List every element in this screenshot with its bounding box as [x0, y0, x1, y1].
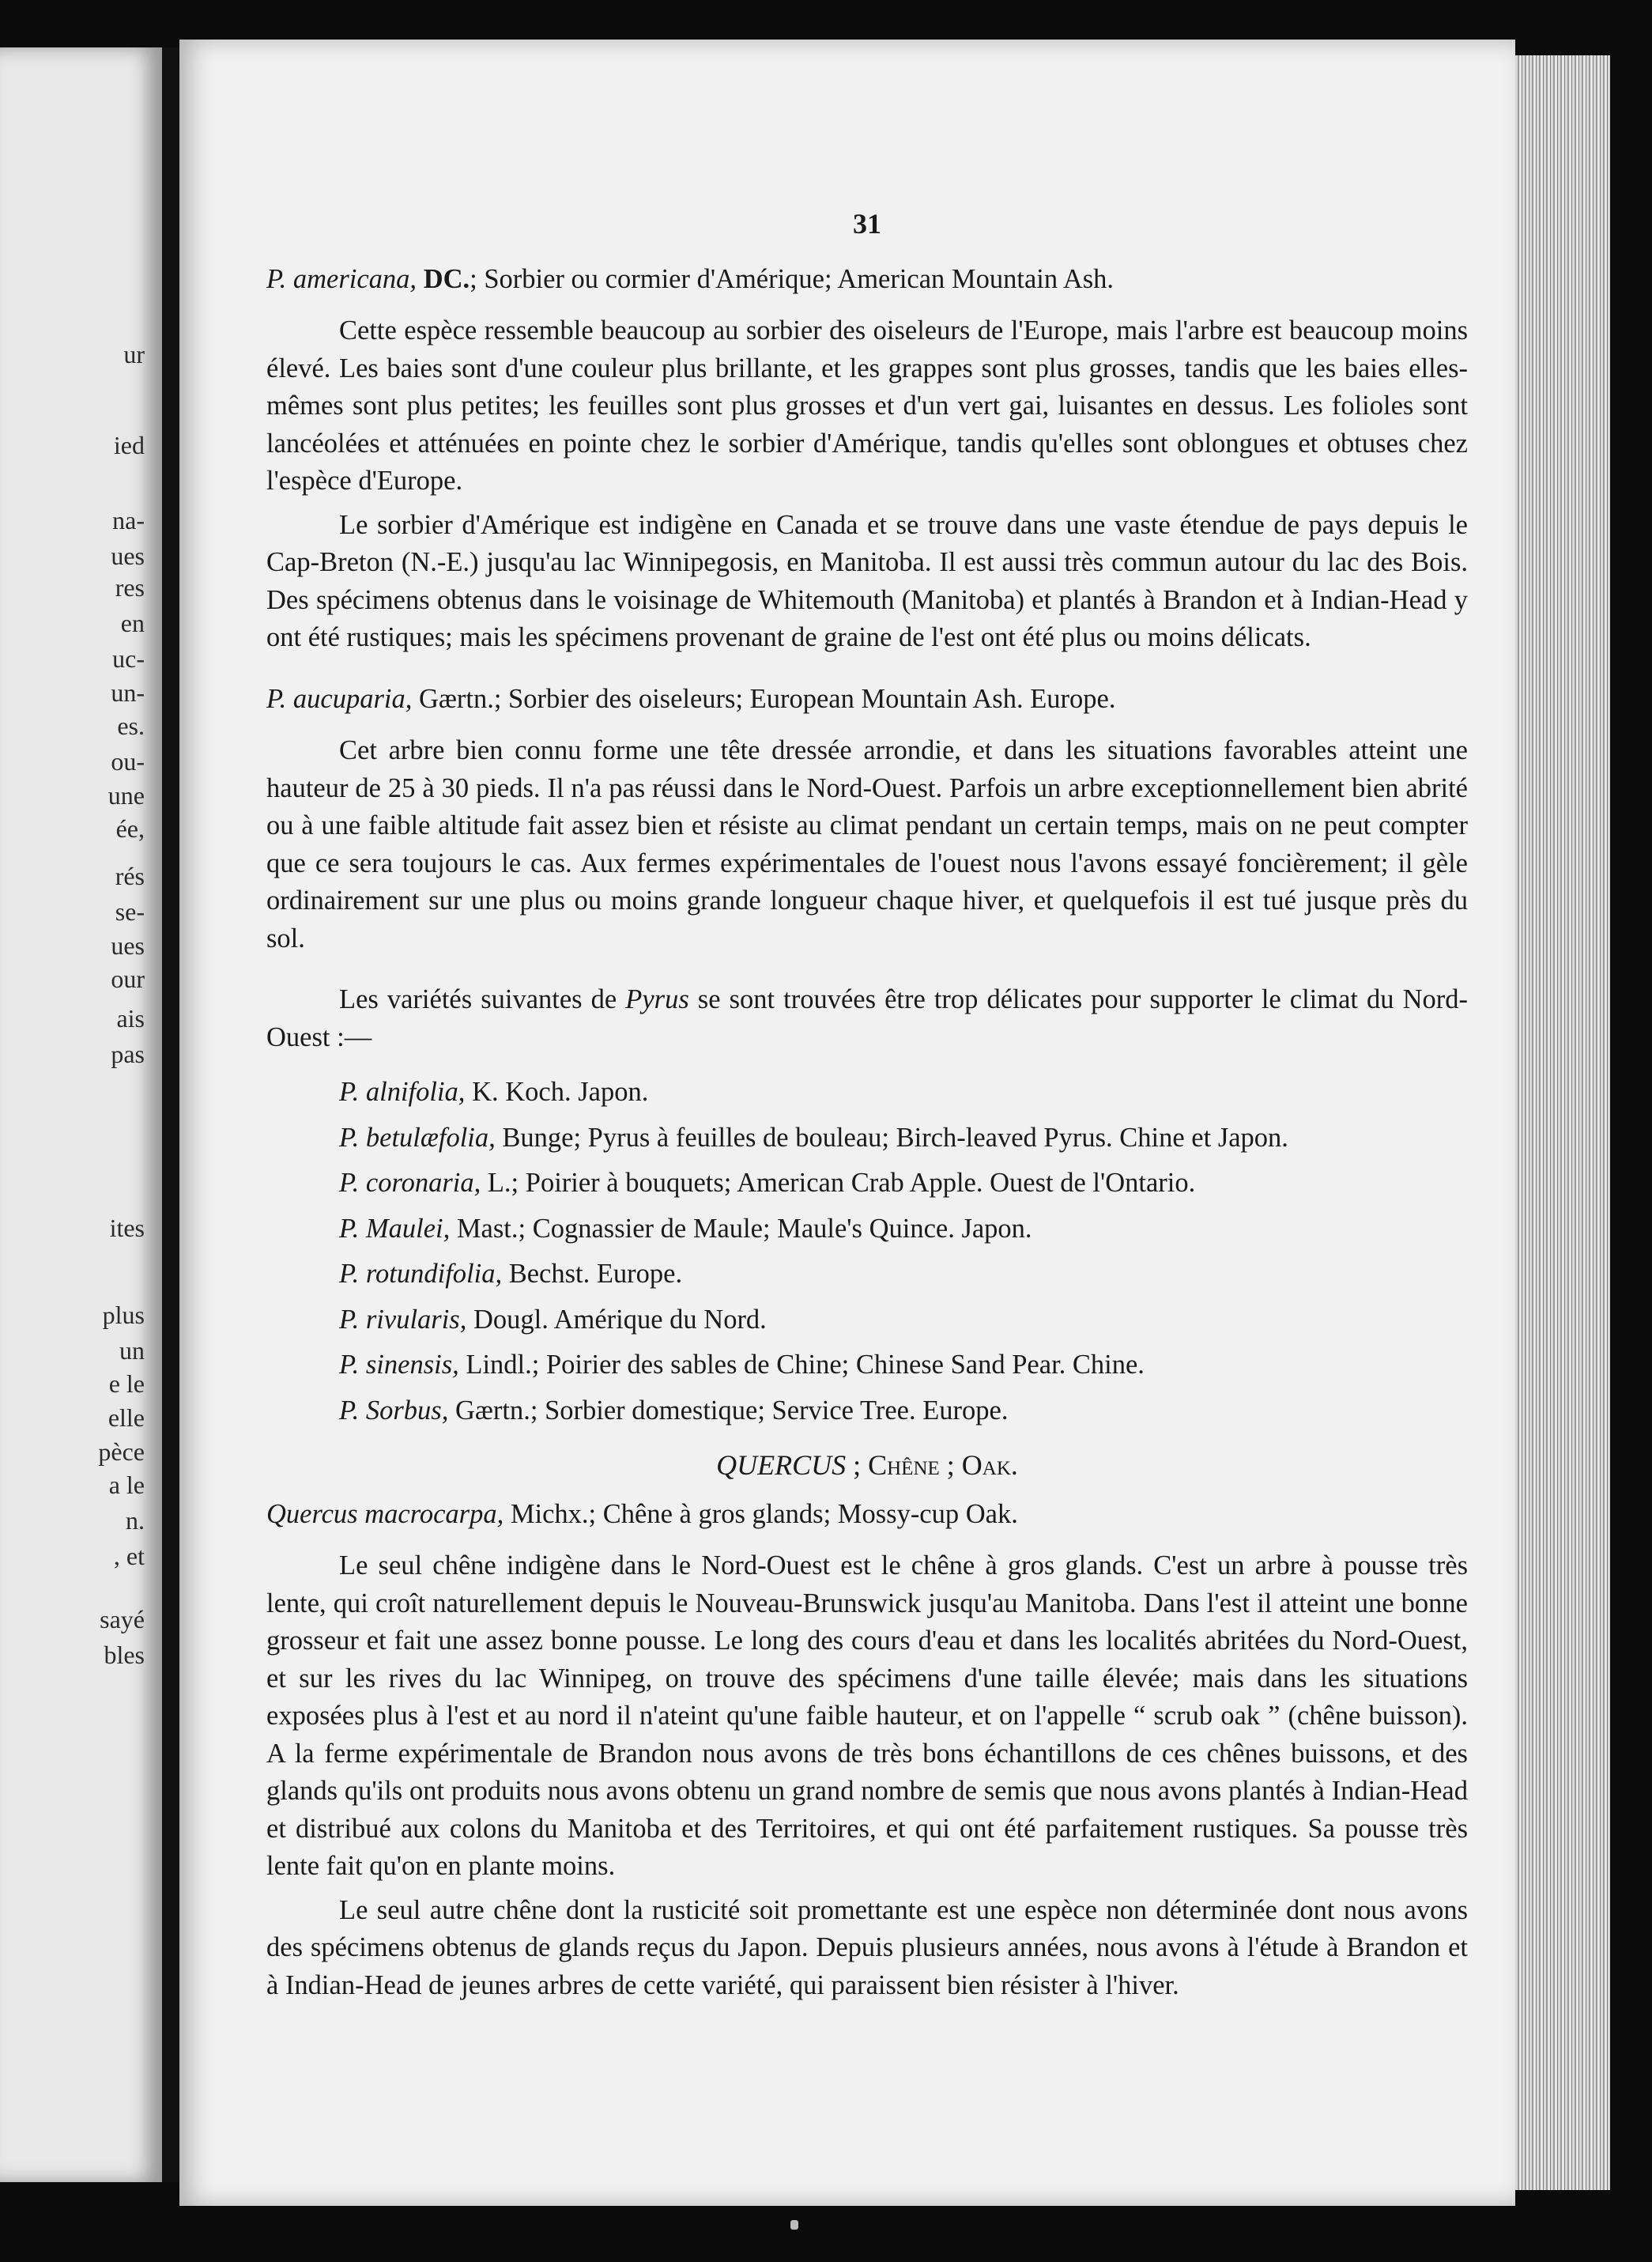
facing-page-fragment: pas — [111, 1040, 145, 1068]
facing-page-fragment: ur — [123, 340, 145, 368]
facing-page-fragment: un — [119, 1336, 145, 1365]
paragraph: Cet arbre bien connu forme une tête dressée arrondie, et dans les situations favorables atteint une hauteur de 25 à 30 pieds. Il n'a pas réussi dans le Nord-Ouest. Parfois un arbre exceptionnellement bien abrité ou à une faible altitude fait assez bien et résiste au climat pendant un certain temps, mais on ne peut compter que ce sera toujours le cas. Aux fermes expérimentales de l'ouest nous l'avons essayé foncièrement; il gèle ordinairement sur une plus ou moins grande longueur chaque hiver, et quelquefois il est tué jusque près du sol. — [266, 735, 1468, 954]
section-heading: QUERCUS ; Chêne ; Oak. — [716, 1449, 1018, 1481]
variety-item: P. Maulei, Mast.; Cognassier de Maule; Maule's Quince. Japon. — [339, 1213, 1032, 1244]
page-number: 31 — [853, 208, 881, 240]
facing-page-fragment: na- — [112, 506, 145, 534]
variety-item: P. rivularis, Dougl. Amérique du Nord. — [339, 1304, 767, 1335]
paragraph: Le seul chêne indigène dans le Nord-Ouest est le chêne à gros glands. C'est un arbre à pousse très lente, qui croît naturellement depuis le Nouveau-Brunswick jusqu'au Manitoba. Dans l'est il atteint une bonne grosseur et fait une assez bonne pousse. Le long des cours d'eau et dans les localités abritées du Nord-Ouest, et sur les rives du lac Winnipeg, on trouve des spécimens d'une taille élevée; mais dans les situations exposées plus à l'est et au nord il n'ateint qu'une faible hauteur, et on l'appelle “ scrub oak ” (chêne buisson). A la ferme expérimentale de Brandon nous avons de très bons échantillons de ces chênes buissons, et des glands qu'ils ont produits nous avons obtenu un grand nombre de semis que nous avons plantés à Indian-Head et distribué aux colons du Manitoba et des Territoires, et qui ont été parfaitement rustiques. Sa pousse très lente fait qu'on en plante moins. — [266, 1550, 1468, 1881]
facing-page-fragment: es. — [117, 712, 145, 740]
facing-page-fragment: uc- — [112, 644, 145, 673]
variety-item: P. sinensis, Lindl.; Poirier des sables de Chine; Chinese Sand Pear. Chine. — [339, 1350, 1145, 1380]
book-gutter — [162, 47, 179, 2182]
facing-page-fragment: ou- — [111, 747, 145, 776]
facing-page-fragment: ues — [111, 542, 145, 570]
variety-item: P. alnifolia, K. Koch. Japon. — [339, 1077, 649, 1107]
facing-page-fragment: sayé — [100, 1605, 145, 1633]
species-name: P. americana, — [266, 263, 417, 294]
facing-page-fragment: ais — [116, 1004, 145, 1033]
facing-page — [0, 47, 162, 2182]
species-rest: Gærtn.; Sorbier des oiseleurs; European Mountain Ash. Europe. — [412, 683, 1116, 714]
facing-page-fragment: une — [107, 781, 145, 810]
facing-page-fragment: rés — [115, 862, 145, 890]
entry-heading-quercus — [266, 1496, 1468, 1534]
facing-page-fragment: n. — [126, 1506, 145, 1535]
species-rest: Michx.; Chêne à gros glands; Mossy-cup Oak. — [504, 1498, 1018, 1529]
paragraph: Cette espèce ressemble beaucoup au sorbier des oiseleurs de l'Europe, mais l'arbre est beaucoup moins élevé. Les baies sont d'une couleur plus brillante, et les grappes sont plus grosses, tandis que les baies elles-mêmes sont plus petites; les feuilles sont plus grosses et d'un vert gai, luisantes en dessus. Les folioles sont lancéolées et atténuées en pointe chez le sorbier d'Amérique, tandis qu'elles sont oblongues et obtuses chez l'espèce d'Europe. — [266, 315, 1468, 496]
species-name: Quercus macrocarpa, — [266, 1498, 504, 1529]
species-author: DC. — [423, 263, 470, 294]
variety-item: P. betulæfolia, Bunge; Pyrus à feuilles de bouleau; Birch-leaved Pyrus. Chine et Japon. — [339, 1122, 1288, 1153]
species-rest: ; Sorbier ou cormier d'Amérique; American Mountain Ash. — [470, 263, 1115, 294]
book-page — [179, 40, 1515, 2206]
page-edges — [1515, 55, 1610, 2190]
facing-page-fragment: un- — [111, 678, 145, 707]
facing-page-fragment: en — [120, 609, 145, 637]
facing-page-fragment: e le — [108, 1369, 145, 1398]
facing-page-fragment: a le — [108, 1471, 145, 1499]
facing-page-fragment: plus — [102, 1301, 145, 1329]
facing-page-fragment: , et — [113, 1542, 145, 1570]
facing-page-fragment: ues — [111, 931, 145, 960]
variety-item: P. coronaria, L.; Poirier à bouquets; American Crab Apple. Ouest de l'Ontario. — [339, 1168, 1196, 1198]
facing-page-fragment: ites — [109, 1214, 145, 1242]
facing-page-fragment: ied — [113, 431, 145, 459]
species-name: P. aucuparia, — [266, 683, 413, 714]
entry-heading-americana — [266, 261, 1468, 299]
page-content — [266, 206, 1468, 2011]
facing-page-fragment: elle — [107, 1403, 145, 1432]
facing-page-fragment: bles — [104, 1641, 145, 1669]
variety-item: P. Sorbus, Gærtn.; Sorbier domestique; Service Tree. Europe. — [339, 1395, 1009, 1426]
facing-page-fragment: pèce — [98, 1437, 145, 1466]
varieties-intro: Les variétés suivantes de Pyrus se sont trouvées être trop délicates pour supporter le climat du Nord-Ouest :— — [266, 984, 1468, 1052]
facing-page-fragment: se- — [115, 897, 145, 926]
entry-heading-aucuparia — [266, 681, 1468, 719]
variety-item: P. rotundifolia, Bechst. Europe. — [339, 1259, 683, 1289]
facing-page-fragment: ée, — [115, 814, 145, 843]
facing-page-fragment: res — [115, 573, 145, 602]
scan-mark — [790, 2220, 798, 2230]
varieties-list — [266, 1074, 1468, 1429]
paragraph: Le sorbier d'Amérique est indigène en Canada et se trouve dans une vaste étendue de pays depuis le Cap-Breton (N.-E.) jusqu'au lac Winnipegosis, en Manitoba. Il est aussi très commun autour du lac des Bois. Des spécimens obtenus dans le voisinage de Whitemouth (Manitoba) et plantés à Brandon et à Indian-Head y ont été rustiques; mais les spécimens provenant de graine de l'est ont été plus ou moins délicats. — [266, 509, 1468, 652]
facing-page-fragment: our — [111, 965, 145, 993]
paragraph: Le seul autre chêne dont la rusticité soit promettante est une espèce non déterminée dont nous avons des spécimens obtenus de glands reçus du Japon. Depuis plusieurs années, nous avons à l'étude à Brandon et à Indian-Head de jeunes arbres de cette variété, qui paraissent bien résister à l'hiver. — [266, 1894, 1468, 2000]
